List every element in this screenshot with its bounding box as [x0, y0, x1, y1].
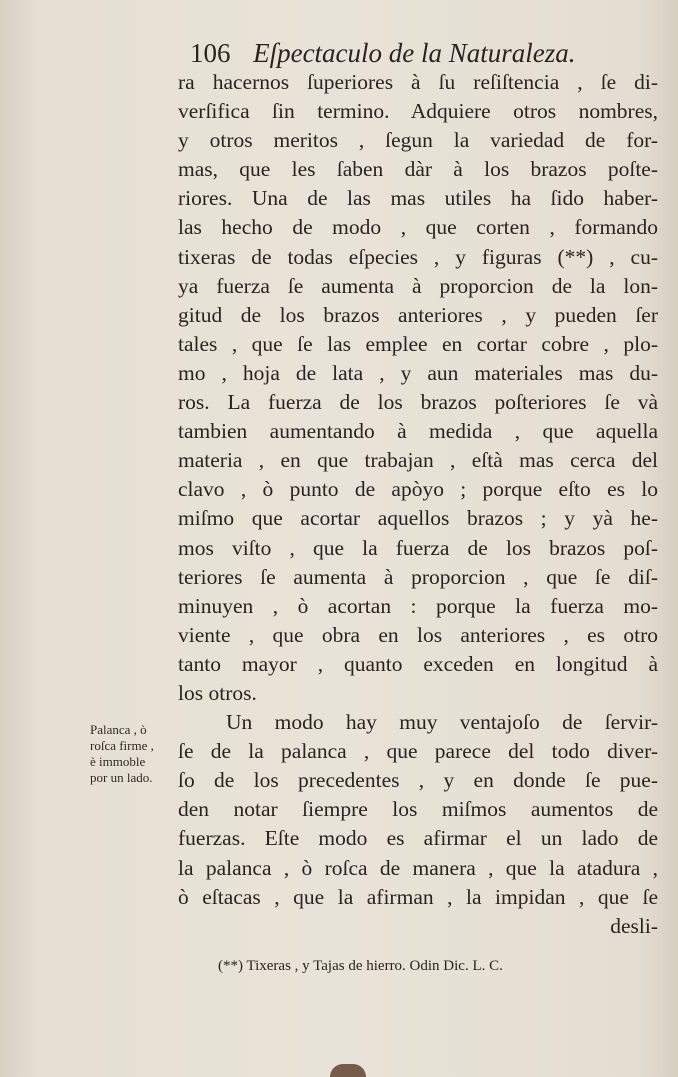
- text-line: viente , que obra en los anteriores , es otro: [178, 622, 658, 647]
- text-line: mas, que les ſaben dàr à los brazos poſte-: [178, 157, 658, 182]
- margin-note-line: por un lado.: [90, 770, 153, 785]
- text-line: las hecho de modo , que corten , formando: [178, 215, 658, 240]
- text-line: la palanca , ò roſca de manera , que la atadura ,: [178, 855, 658, 880]
- text-line: minuyen , ò acortan : porque la fuerza mo-: [178, 593, 658, 618]
- text-line: clavo , ò punto de apòyo ; porque eſto es lo: [178, 477, 658, 502]
- text-line: miſmo que acortar aquellos brazos ; y yà he-: [178, 506, 658, 531]
- text-line: teriores ſe aumenta à proporcion , que ſe diſ-: [178, 564, 658, 589]
- text-line: den notar ſiempre los miſmos aumentos de: [178, 797, 658, 822]
- footnote: (**) Tixeras , y Tajas de hierro. Odin Dic. L. C.: [218, 958, 503, 974]
- paragraph-start-line: Un modo hay muy ventajoſo de ſervir-: [226, 710, 658, 735]
- text-line: mo , hoja de lata , y aun materiales mas du-: [178, 360, 658, 385]
- text-line: ra hacernos ſuperiores à ſu reſiſtencia , ſe di-: [178, 70, 658, 94]
- running-title: Eſpectaculo de la Naturaleza.: [253, 38, 576, 68]
- text-line: ya fuerza ſe aumenta à proporcion de la lon-: [178, 273, 658, 298]
- text-line: gitud de los brazos anteriores , y pueden ſer: [178, 302, 658, 327]
- margin-note-line: roſca firme ,: [90, 738, 154, 753]
- text-line: los otros.: [178, 680, 257, 705]
- text-line: tales , que ſe las emplee en cortar cobre , plo-: [178, 331, 658, 356]
- text-line: ſo de los precedentes , y en donde ſe pue-: [178, 768, 658, 793]
- text-line: materia , en que trabajan , eſtà mas cerca del: [178, 448, 658, 473]
- margin-note-line: è immoble: [90, 754, 146, 769]
- text-line: y otros meritos , ſegun la variedad de for-: [178, 128, 658, 153]
- margin-note: [90, 722, 172, 786]
- text-line: verſifica ſin termino. Adquiere otros nombres,: [178, 99, 658, 124]
- text-line: ò eſtacas , que la afirman , la impidan , que ſe: [178, 884, 658, 909]
- page-number: 106: [190, 38, 231, 68]
- bottom-stain: [330, 1064, 366, 1077]
- text-line: ros. La fuerza de los brazos poſteriores ſe và: [178, 390, 658, 415]
- text-line: fuerzas. Eſte modo es afirmar el un lado de: [178, 826, 658, 851]
- catchword: desli-: [610, 913, 658, 938]
- margin-note-line: Palanca , ò: [90, 722, 147, 737]
- text-line: tixeras de todas eſpecies , y figuras (**) , cu-: [178, 244, 658, 269]
- text-line: mos viſto , que la fuerza de los brazos poſ-: [178, 535, 658, 560]
- text-line: tanto mayor , quanto exceden en longitud à: [178, 651, 658, 676]
- text-line: riores. Una de las mas utiles ha ſido haber-: [178, 186, 658, 211]
- page-header: [190, 36, 660, 71]
- text-line: ſe de la palanca , que parece del todo diver-: [178, 739, 658, 764]
- text-line: tambien aumentando à medida , que aquella: [178, 419, 658, 444]
- body-text: [178, 68, 658, 941]
